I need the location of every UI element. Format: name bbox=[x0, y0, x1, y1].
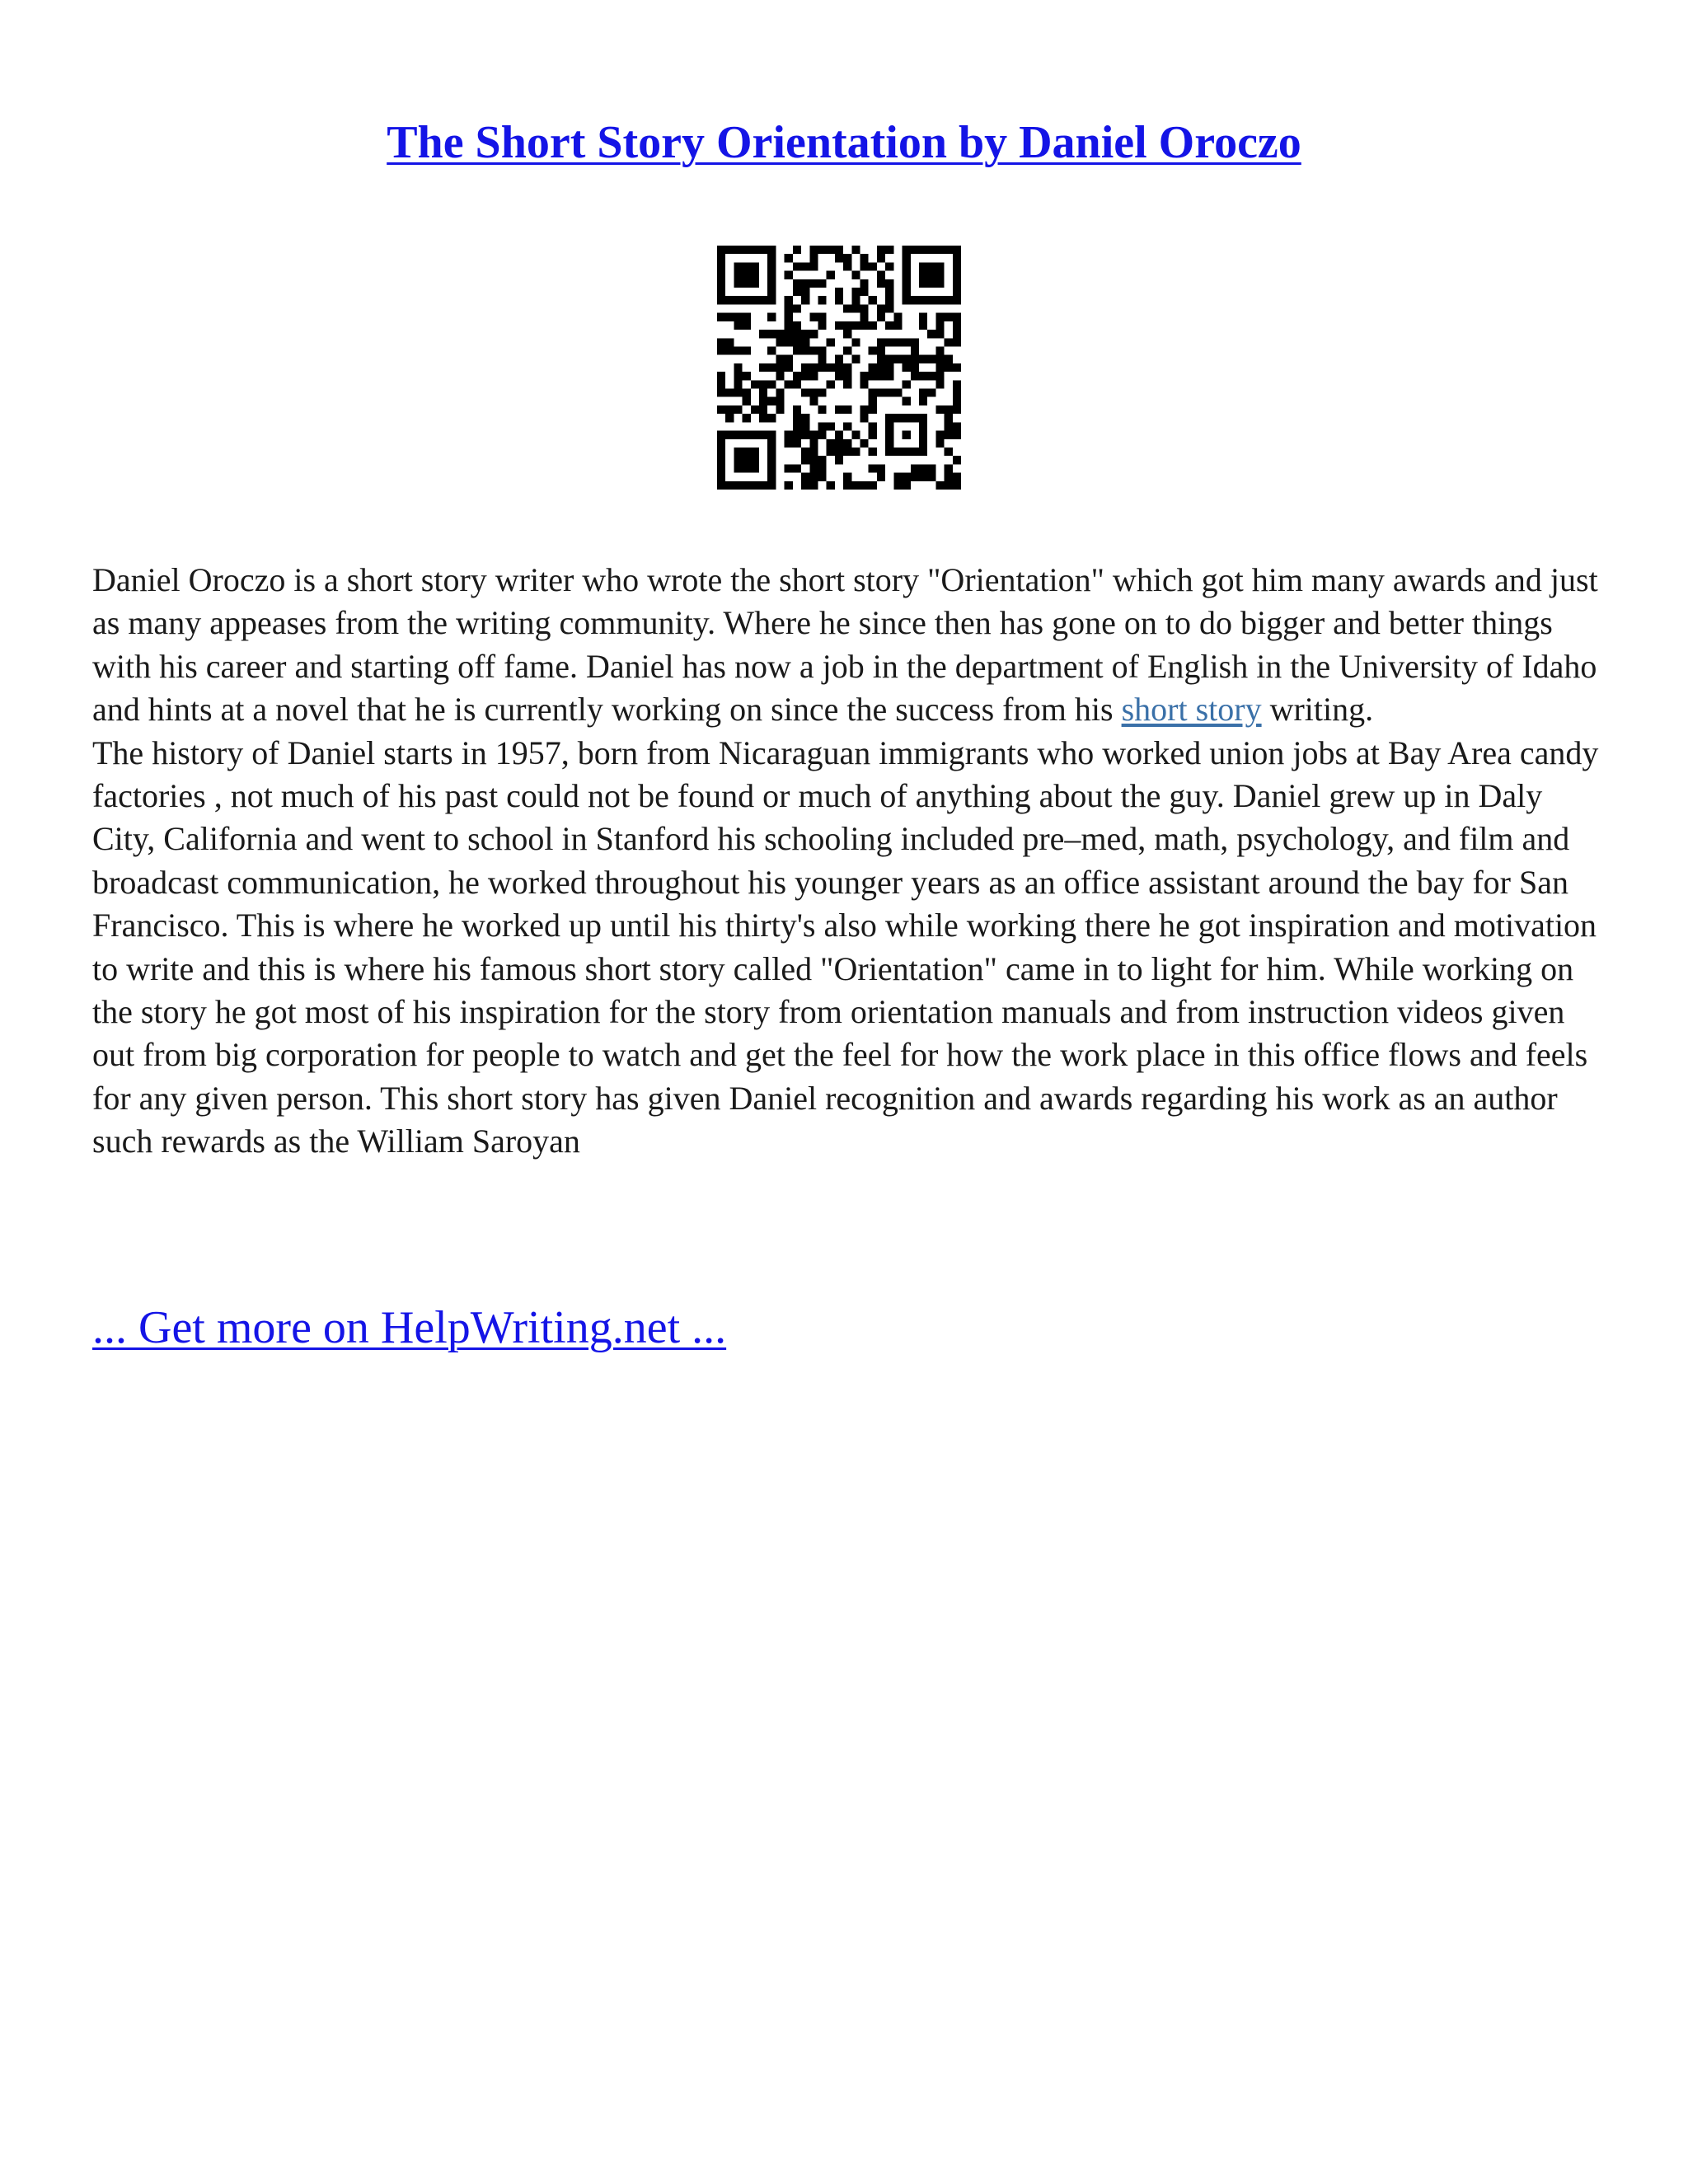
get-more-link-container bbox=[92, 1299, 726, 1357]
qr-code-icon bbox=[717, 246, 961, 490]
paragraph-intro-end: writing. bbox=[1261, 691, 1374, 729]
get-more-link[interactable]: ... Get more on HelpWriting.net ... bbox=[92, 1302, 727, 1353]
short-story-link[interactable]: short story bbox=[1121, 691, 1262, 729]
article-body bbox=[92, 559, 1609, 1164]
title-link[interactable]: The Short Story Orientation by Daniel Oroczo bbox=[387, 117, 1301, 168]
paragraph-history: The history of Daniel starts in 1957, born from Nicaraguan immigrants who worked union jobs at Bay Area candy factories , not much of his past could not be found or much of anything about the guy. Daniel grew up in Daly City, California and went to school in Stanford his schooling included pre–med, math, psychology, and film and broadcast communication, he worked throughout his younger years as an office assistant around the bay for San Francisco. This is where he worked up until his thirty's also while working there he got inspiration and motivation to write and this is where his famous short story called "Orientation" came in to light for him. While working on the story he got most of his inspiration for the story from orientation manuals and from instruction videos given out from big corporation for people to watch and get the feel for how the work place in this office flows and feels for any given person. This short story has given Daniel recognition and awards regarding his work as an author such rewards as the William Saroyan bbox=[92, 733, 1599, 1160]
page-title bbox=[0, 114, 1688, 171]
paragraph-intro-text: Daniel Oroczo is a short story writer who wrote the short story "Orientation" which got him many awards and just as many appeases from the writing community. Where he since then has gone on to do bigger and better things with his career and starting off fame. Daniel has now a job in the department of English in the University of Idaho and hints at a novel that he is currently working on since the success from his bbox=[92, 561, 1598, 729]
paragraph-intro bbox=[92, 559, 1609, 732]
